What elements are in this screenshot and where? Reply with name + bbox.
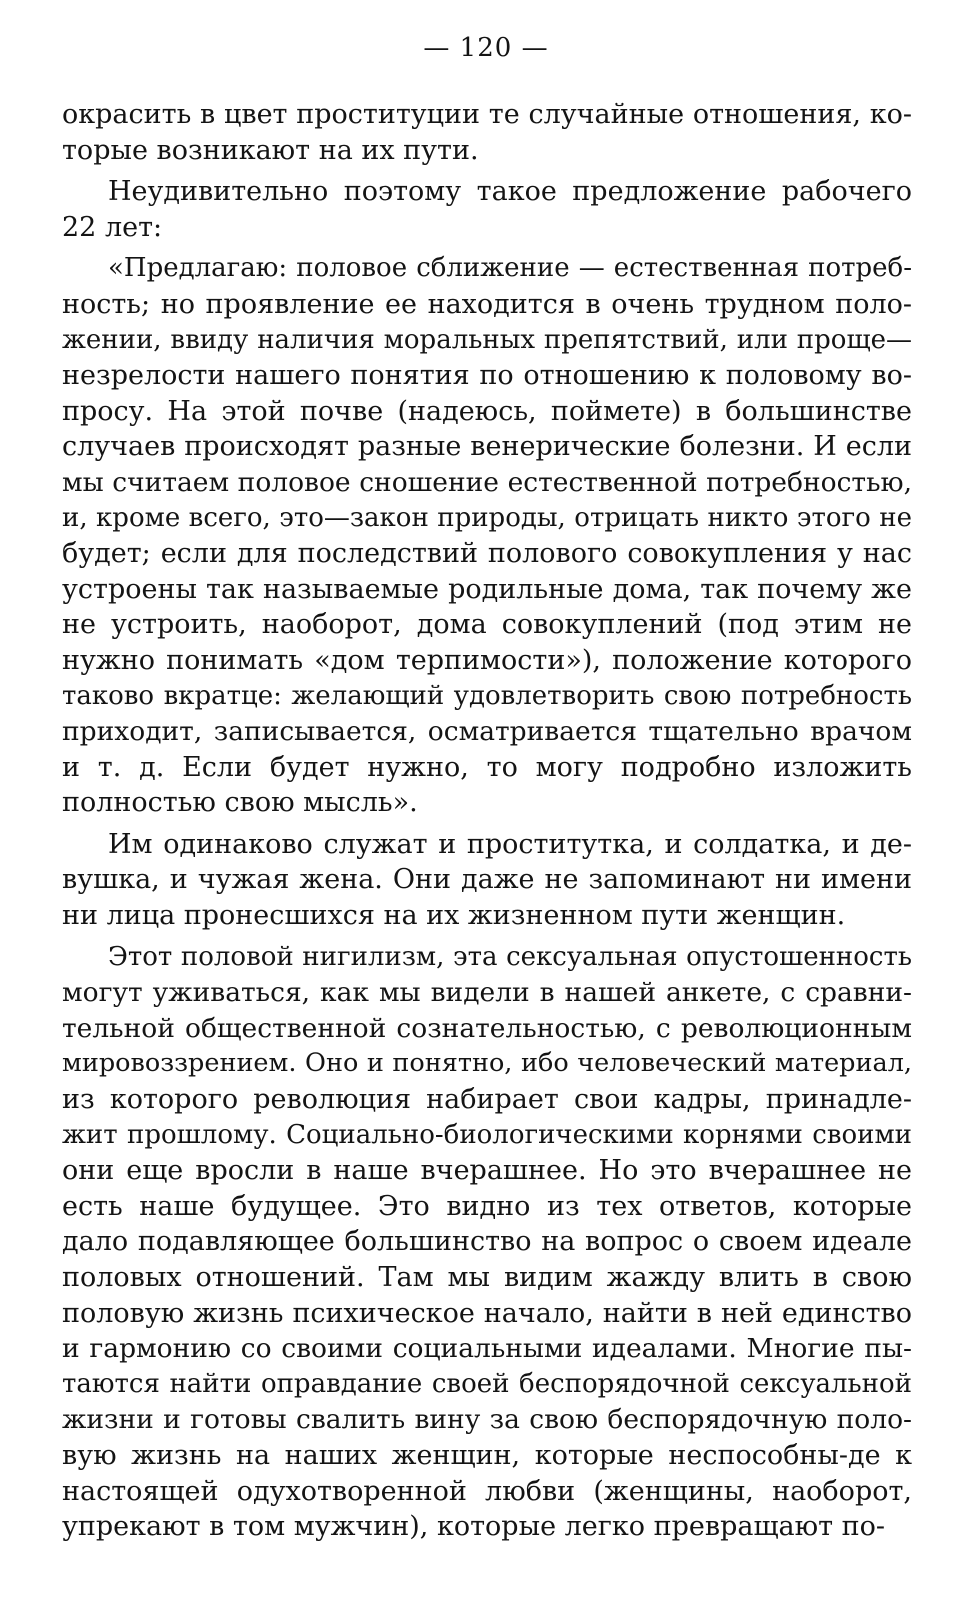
text-line: и гармонию со своими социальными идеалами. Многие пы- [62,1333,912,1365]
text-line: Этот половой нигилизм, эта сексуальная опустошенность [108,941,912,972]
text-line: половых отношений. Там мы видим жажду влить в свою [62,1262,912,1293]
text-line: настоящей одухотворенной любви (женщины, наоборот, [62,1475,912,1507]
text-line: незрелости нашего понятия по отношению к половому во- [62,360,912,392]
paragraph-p3 [62,251,912,821]
text-line: мировоззрением. Оно и понятно, ибо человеческий материал, [62,1048,912,1079]
text-line: дало подавляющее большинство на вопрос о своем идеале [62,1226,912,1258]
text-line: приходит, записывается, осматривается тщательно врачом [62,716,912,748]
text-line: «Предлагаю: половое сближение — естественная потреб- [108,253,912,284]
text-line: есть наше будущее. Это видно из тех ответов, которые [62,1190,912,1222]
text-line: полностью свою мысль». [62,787,418,819]
paragraph-p1 [62,97,912,168]
text-line: окрасить в цвет проституции те случайные отношения, ко- [62,99,912,130]
paragraph-p2 [62,174,912,245]
text-line: вую жизнь на наших женщин, которые неспособны-де к [62,1439,912,1471]
text-line: мы считаем половое сношение естественной потребностью, [62,466,912,498]
body-text [62,97,912,1545]
paragraph-p4 [62,827,912,934]
text-line: не устроить, наоборот, дома совокуплений (под этим не [62,609,912,641]
page-number: — 120 — [423,33,549,63]
text-line: половую жизнь психическое начало, найти в ней единство [62,1297,912,1329]
text-line: 22 лет: [62,211,163,243]
text-line: и т. д. Если будет нужно, то могу подробно изложить [62,751,912,783]
text-line: торые возникают на их пути. [62,134,479,166]
text-line: случаев происходят разные венерические болезни. И если [62,431,912,463]
text-line: просу. На этой почве (надеюсь, поймете) в большинстве [62,395,912,427]
text-line: устроены так называемые родильные дома, так почему же [62,573,912,605]
text-line: жизни и готовы свалить вину за свою беспорядочную поло- [62,1404,912,1436]
text-line: Неудивительно поэтому такое предложение рабочего [108,176,912,208]
text-line: ни лица пронесшихся на их жизненном пути женщин. [62,900,846,932]
text-line: и, кроме всего, это—закон природы, отрицать никто этого не [62,502,912,533]
paragraph-p5 [62,940,912,1545]
text-line: тельной общественной сознательностью, с революционным [62,1012,912,1044]
text-line: Им одинаково служат и проститутка, и солдатка, и де- [108,828,912,860]
text-line: вушка, и чужая жена. Они даже не запоминают ни имени [62,864,912,896]
text-line: таются найти оправдание своей беспорядочной сексуальной [62,1368,912,1399]
text-line: жении, ввиду наличия моральных препятствий, или проще— [62,324,912,355]
text-line: могут уживаться, как мы видели в нашей анкете, с сравни- [62,977,912,1009]
text-line: они еще вросли в наше вчерашнее. Но это вчерашнее не [62,1155,912,1187]
text-line: из которого революция набирает свои кадры, принадле- [62,1084,912,1116]
text-line: таково вкратце: желающий удовлетворить свою потребность [62,680,912,711]
text-line: ность; но проявление ее находится в очень трудном поло- [62,288,912,320]
text-line: упрекают в том мужчин), которые легко превращают по- [62,1511,886,1543]
text-line: будет; если для последствий полового совокупления у нас [62,538,912,570]
text-line: нужно понимать «дом терпимости»), положение которого [62,644,912,676]
text-line: жит прошлому. Социально-биологическими корнями своими [62,1119,912,1150]
